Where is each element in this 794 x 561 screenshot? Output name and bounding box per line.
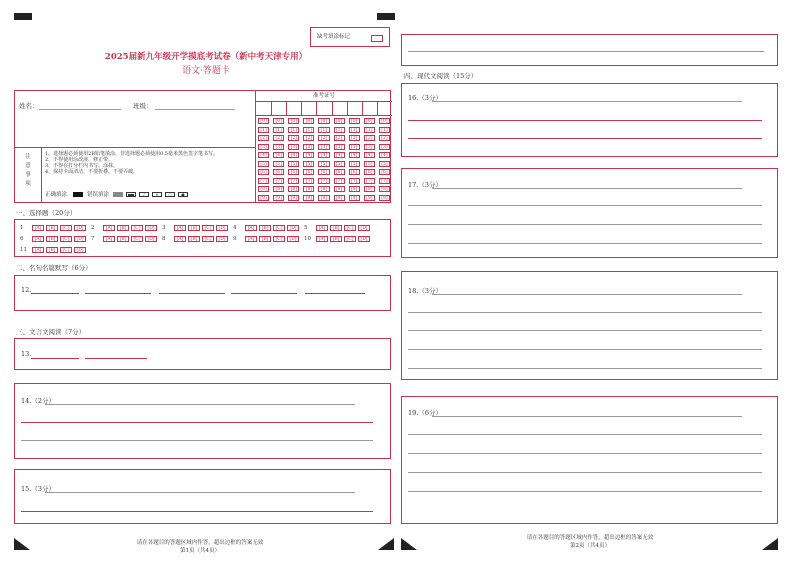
q17-answer-line[interactable] [408, 224, 762, 225]
exam-id-bubble[interactable]: [6] [379, 169, 390, 175]
exam-id-bubble[interactable]: [1] [318, 127, 329, 133]
q19-answer-line[interactable] [432, 416, 742, 417]
continuation-box [401, 34, 778, 66]
q17-label: 17.（3分） [408, 181, 442, 189]
notes-label: 注 意 事 项 [25, 154, 31, 187]
q14-answer-line[interactable] [45, 404, 355, 405]
exam-id-bubble[interactable]: [0] [364, 118, 375, 124]
mc-question-number: 11 [20, 247, 27, 253]
mc-question-number: 3 [162, 225, 166, 231]
exam-id-bubble[interactable]: [5] [318, 161, 329, 167]
exam-id-bubble[interactable]: [1] [364, 127, 375, 133]
wrong-fill-check-icon: ✓ [139, 192, 149, 197]
exam-id-bubble[interactable]: [9] [334, 195, 345, 201]
mc-question-number: 1 [20, 225, 24, 231]
bottom-right-marker [762, 538, 778, 550]
exam-id-bubble[interactable]: [4] [364, 152, 375, 158]
correct-fill-sample [73, 192, 83, 197]
top-right-marker [377, 13, 395, 20]
exam-id-bubble[interactable]: [7] [334, 178, 345, 184]
exam-id-bubble[interactable]: [1] [349, 127, 360, 133]
exam-id-bubble[interactable]: [4] [258, 152, 269, 158]
exam-id-bubble[interactable]: [4] [379, 152, 390, 158]
q12-blank[interactable] [305, 293, 365, 294]
q17-answer-line[interactable] [432, 188, 742, 189]
note-item: 3、不得在打分栏内书写、涂抹。 [45, 163, 119, 169]
class-field[interactable] [155, 109, 235, 110]
page-subtitle: 语文·答题卡 [182, 66, 230, 76]
note-item: 4、保持卡面清洁，不要折叠、不要弄破。 [45, 169, 139, 175]
q18-answer-line[interactable] [408, 349, 762, 350]
exam-id-bubble[interactable]: [0] [258, 118, 269, 124]
mc-option-bubble[interactable]: [C] [60, 236, 72, 242]
exam-id-bubble[interactable]: [2] [379, 135, 390, 141]
exam-id-bubble[interactable]: [4] [273, 152, 284, 158]
exam-id-bubble[interactable]: [6] [364, 169, 375, 175]
mc-option-bubble[interactable]: [D] [216, 236, 228, 242]
correct-fill-label: 正确填涂 [45, 192, 68, 198]
exam-id-bubble[interactable]: [3] [349, 144, 360, 150]
exam-id-bubble[interactable]: [7] [318, 178, 329, 184]
q19-answer-line[interactable] [408, 453, 762, 454]
mc-option-bubble[interactable]: [C] [202, 236, 214, 242]
exam-id-bubble[interactable]: [5] [334, 161, 345, 167]
q18-answer-line[interactable] [408, 312, 762, 313]
exam-id-bubble[interactable]: [0] [334, 118, 345, 124]
mc-option-bubble[interactable]: [B] [46, 247, 58, 253]
mc-option-bubble[interactable]: [D] [358, 225, 370, 231]
mc-question-number: 10 [304, 236, 311, 242]
mc-option-bubble[interactable]: [A] [316, 236, 328, 242]
exam-id-column-divider [271, 101, 272, 115]
q12-box [14, 275, 391, 311]
exam-id-bubble[interactable]: [0] [318, 118, 329, 124]
mc-answer-block [14, 219, 391, 257]
exam-id-bubble[interactable]: [9] [303, 195, 314, 201]
exam-id-bubble[interactable]: [9] [258, 195, 269, 201]
q12-blank[interactable] [31, 293, 79, 294]
footer-note: 请在各题目的答题区域内作答，超出边框的答案无效 [526, 535, 654, 541]
exam-id-bubble[interactable]: [2] [288, 135, 299, 141]
q16-label: 16.（3分） [408, 94, 442, 102]
exam-id-bubble[interactable]: [5] [288, 161, 299, 167]
q12-blank[interactable] [85, 293, 151, 294]
mc-option-bubble[interactable]: [B] [46, 225, 58, 231]
exam-id-bubble[interactable]: [8] [288, 186, 299, 192]
mc-option-bubble[interactable]: [A] [32, 247, 44, 253]
mc-option-bubble[interactable]: [B] [330, 236, 342, 242]
note-item: 2、不得使用涂改液、修正带。 [45, 157, 114, 163]
exam-id-bubble[interactable]: [5] [349, 161, 360, 167]
exam-id-bubble[interactable]: [4] [349, 152, 360, 158]
q13-blank[interactable] [31, 358, 79, 359]
exam-id-label: 准考证号 [312, 93, 335, 99]
class-label: 班级： [133, 102, 153, 110]
exam-id-column-divider [286, 101, 287, 115]
q16-answer-line[interactable] [432, 101, 742, 102]
wrong-fill-label: 错误填涂 [87, 192, 110, 198]
bottom-center-left-marker [378, 538, 394, 550]
exam-id-bubble[interactable]: [8] [318, 186, 329, 192]
q14-label: 14.（2分） [21, 397, 55, 405]
exam-id-bubble[interactable]: [5] [379, 161, 390, 167]
absent-mark-label: 缺考填涂标记 [317, 34, 351, 40]
name-label: 姓名： [19, 102, 39, 110]
exam-id-bubble[interactable]: [9] [349, 195, 360, 201]
exam-id-bubble[interactable]: [4] [334, 152, 345, 158]
exam-id-bubble[interactable]: [2] [318, 135, 329, 141]
q15-answer-line[interactable] [21, 511, 373, 512]
mc-option-bubble[interactable]: [D] [287, 236, 299, 242]
mc-option-bubble[interactable]: [A] [103, 236, 115, 242]
q12-blank[interactable] [159, 293, 225, 294]
mc-option-bubble[interactable]: [C] [344, 236, 356, 242]
exam-id-bubble[interactable]: [5] [364, 161, 375, 167]
q15-box [14, 469, 391, 524]
exam-id-bubble[interactable]: [3] [273, 144, 284, 150]
q18-box [401, 271, 778, 380]
exam-id-bubble[interactable]: [5] [303, 161, 314, 167]
exam-id-bubble[interactable]: [9] [288, 195, 299, 201]
continuation-line[interactable] [408, 51, 764, 52]
exam-id-bubble[interactable]: [3] [258, 144, 269, 150]
exam-id-bubble[interactable]: [7] [258, 178, 269, 184]
page-title: 2025届新九年级开学摸底考试卷（新中考天津专用） [104, 52, 308, 62]
exam-id-bubble[interactable]: [6] [318, 169, 329, 175]
mc-option-bubble[interactable]: [A] [245, 236, 257, 242]
q18-label: 18.（3分） [408, 287, 442, 295]
mc-option-bubble[interactable]: [A] [174, 236, 186, 242]
q18-answer-line[interactable] [408, 330, 762, 331]
exam-id-bubble[interactable]: [6] [334, 169, 345, 175]
mc-option-bubble[interactable]: [D] [74, 236, 86, 242]
mc-option-bubble[interactable]: [B] [330, 225, 342, 231]
exam-id-bubble[interactable]: [0] [349, 118, 360, 124]
mc-question-number: 6 [20, 236, 24, 242]
page-number: 第2页（共4页） [570, 543, 610, 549]
exam-id-bubble[interactable]: [1] [258, 127, 269, 133]
exam-id-bubble[interactable]: [8] [303, 186, 314, 192]
q15-label: 15.（3分） [21, 485, 55, 493]
q17-answer-line[interactable] [408, 205, 762, 206]
wrong-fill-circle-icon: ○ [165, 192, 175, 197]
note-item: 1、选择题必须使用2B铅笔填涂，非选择题必须使用0.5毫米黑色签字笔书写。 [45, 151, 218, 157]
mc-option-bubble[interactable]: [D] [145, 236, 157, 242]
mc-option-bubble[interactable]: [B] [188, 236, 200, 242]
mc-option-bubble[interactable]: [D] [74, 225, 86, 231]
bottom-center-right-marker [401, 538, 417, 550]
q17-answer-line[interactable] [408, 243, 762, 244]
exam-id-bubble[interactable]: [9] [273, 195, 284, 201]
mc-option-bubble[interactable]: [B] [259, 225, 271, 231]
q19-box [401, 396, 778, 524]
exam-id-bubble[interactable]: [2] [364, 135, 375, 141]
wrong-fill-sample [126, 192, 136, 197]
footer-note: 请在各题目的答题区域内作答，超出边框的答案无效 [136, 540, 264, 546]
exam-id-bubble[interactable]: [8] [334, 186, 345, 192]
wrong-fill-cross-icon: ✕ [152, 192, 162, 197]
q15-answer-line[interactable] [45, 492, 355, 493]
mc-option-bubble[interactable]: [C] [131, 225, 143, 231]
mc-option-bubble[interactable]: [C] [202, 225, 214, 231]
mc-option-bubble[interactable]: [A] [316, 225, 328, 231]
mc-option-bubble[interactable]: [B] [117, 225, 129, 231]
exam-id-bubble[interactable]: [8] [349, 186, 360, 192]
exam-id-bubble[interactable]: [1] [273, 127, 284, 133]
mc-option-bubble[interactable]: [C] [273, 236, 285, 242]
mc-option-bubble[interactable]: [A] [32, 236, 44, 242]
exam-id-bubble[interactable]: [4] [303, 152, 314, 158]
exam-id-bubble[interactable]: [3] [364, 144, 375, 150]
exam-id-bubble[interactable]: [8] [273, 186, 284, 192]
exam-id-grid [255, 91, 392, 203]
exam-id-bubble[interactable]: [6] [288, 169, 299, 175]
q19-answer-line[interactable] [408, 491, 762, 492]
exam-id-entry-line [256, 115, 392, 116]
mc-option-bubble[interactable]: [A] [174, 225, 186, 231]
exam-id-bubble[interactable]: [2] [258, 135, 269, 141]
notes-list [45, 151, 253, 175]
exam-id-bubble[interactable]: [6] [273, 169, 284, 175]
mc-question-number: 9 [233, 236, 237, 242]
exam-id-bubble[interactable]: [3] [318, 144, 329, 150]
exam-id-bubble[interactable]: [2] [273, 135, 284, 141]
mc-option-bubble[interactable]: [C] [131, 236, 143, 242]
exam-id-bubble[interactable]: [7] [364, 178, 375, 184]
exam-id-bubble[interactable]: [2] [303, 135, 314, 141]
exam-id-bubble[interactable]: [1] [288, 127, 299, 133]
bottom-left-marker [14, 538, 30, 550]
mc-option-bubble[interactable]: [C] [60, 247, 72, 253]
mc-option-bubble[interactable]: [D] [216, 225, 228, 231]
mc-option-bubble[interactable]: [C] [60, 225, 72, 231]
mc-option-bubble[interactable]: [D] [287, 225, 299, 231]
exam-id-column-divider [347, 101, 348, 115]
exam-id-bubble[interactable]: [7] [288, 178, 299, 184]
exam-id-bubble[interactable]: [9] [379, 195, 390, 201]
section3-title: 三、文言文阅读（7分） [16, 328, 86, 336]
mc-option-bubble[interactable]: [C] [273, 225, 285, 231]
mc-option-bubble[interactable]: [D] [145, 225, 157, 231]
exam-id-bubble[interactable]: [4] [288, 152, 299, 158]
exam-id-bubble[interactable]: [1] [379, 127, 390, 133]
exam-id-column-divider [316, 101, 317, 115]
wrong-fill-sample [113, 192, 123, 197]
absent-mark-checkbox[interactable] [371, 35, 383, 42]
q16-box [401, 83, 778, 157]
exam-id-bubble[interactable]: [8] [364, 186, 375, 192]
exam-id-bubble[interactable]: [9] [364, 195, 375, 201]
exam-id-bubble[interactable]: [3] [334, 144, 345, 150]
exam-id-bubble[interactable]: [8] [379, 186, 390, 192]
exam-id-bubble[interactable]: [1] [303, 127, 314, 133]
exam-id-bubble[interactable]: [2] [349, 135, 360, 141]
q19-label: 19.（6分） [408, 409, 442, 417]
exam-id-column-divider [332, 101, 333, 115]
exam-id-bubble[interactable]: [4] [318, 152, 329, 158]
q16-answer-line[interactable] [408, 120, 762, 121]
exam-id-bubble[interactable]: [0] [273, 118, 284, 124]
exam-id-bubble[interactable]: [8] [258, 186, 269, 192]
exam-id-column-divider [377, 101, 378, 115]
info-block [14, 90, 391, 203]
notes-divider [15, 147, 255, 148]
exam-id-bubble[interactable]: [7] [379, 178, 390, 184]
q13-box [14, 338, 391, 370]
exam-id-bubble[interactable]: [5] [258, 161, 269, 167]
exam-id-bubble[interactable]: [6] [303, 169, 314, 175]
exam-id-bubble[interactable]: [2] [334, 135, 345, 141]
exam-id-bubble[interactable]: [7] [349, 178, 360, 184]
mc-option-bubble[interactable]: [A] [103, 225, 115, 231]
mc-option-bubble[interactable]: [C] [344, 225, 356, 231]
exam-id-bubble[interactable]: [7] [303, 178, 314, 184]
mc-option-bubble[interactable]: [B] [188, 225, 200, 231]
q12-label: 12. [21, 286, 32, 294]
exam-id-bubble[interactable]: [0] [303, 118, 314, 124]
absent-mark-box [310, 27, 390, 47]
exam-id-bubble[interactable]: [0] [379, 118, 390, 124]
q19-answer-line[interactable] [408, 472, 762, 473]
mc-option-bubble[interactable]: [D] [358, 236, 370, 242]
exam-id-bubble[interactable]: [3] [379, 144, 390, 150]
page-number: 第1页（共4页） [180, 548, 220, 554]
exam-id-bubble[interactable]: [5] [273, 161, 284, 167]
q16-answer-line[interactable] [408, 138, 762, 139]
exam-id-bubble[interactable]: [6] [349, 169, 360, 175]
wrong-fill-dot-icon: ● [178, 192, 188, 197]
mc-option-bubble[interactable]: [B] [46, 236, 58, 242]
exam-id-bubble[interactable]: [0] [288, 118, 299, 124]
q19-answer-line[interactable] [408, 434, 762, 435]
exam-id-header-line [256, 101, 392, 102]
q14-box [14, 383, 391, 459]
exam-id-bubble[interactable]: [3] [303, 144, 314, 150]
mc-option-bubble[interactable]: [D] [74, 247, 86, 253]
q13-label: 13. [21, 350, 32, 358]
exam-id-bubble[interactable]: [7] [273, 178, 284, 184]
q12-blank[interactable] [231, 293, 297, 294]
mc-option-bubble[interactable]: [A] [245, 225, 257, 231]
q14-answer-line[interactable] [21, 440, 373, 441]
q13-blank[interactable] [85, 358, 147, 359]
mc-question-number: 8 [162, 236, 166, 242]
q18-answer-line[interactable] [408, 368, 762, 369]
section4-title: 四、现代文阅读（15分） [404, 72, 478, 80]
exam-id-bubble[interactable]: [6] [258, 169, 269, 175]
exam-id-bubble[interactable]: [3] [288, 144, 299, 150]
exam-id-column-divider [362, 101, 363, 115]
q18-answer-line[interactable] [432, 294, 742, 295]
exam-id-bubble[interactable]: [1] [334, 127, 345, 133]
q17-box [401, 168, 778, 258]
mc-option-bubble[interactable]: [B] [259, 236, 271, 242]
mc-question-number: 7 [91, 236, 95, 242]
mc-question-number: 5 [304, 225, 308, 231]
name-field[interactable] [39, 109, 121, 110]
section1-title: 一、选择题（20分） [16, 209, 77, 217]
mc-option-bubble[interactable]: [B] [117, 236, 129, 242]
mc-question-number: 4 [233, 225, 237, 231]
notes-label-divider [41, 147, 42, 203]
mc-question-number: 2 [91, 225, 95, 231]
exam-id-bubble[interactable]: [9] [318, 195, 329, 201]
top-left-marker [14, 13, 32, 20]
q14-answer-line[interactable] [21, 422, 373, 423]
section2-title: 二、名句名篇默写（6分） [16, 264, 92, 272]
mc-option-bubble[interactable]: [A] [32, 225, 44, 231]
exam-id-column-divider [301, 101, 302, 115]
